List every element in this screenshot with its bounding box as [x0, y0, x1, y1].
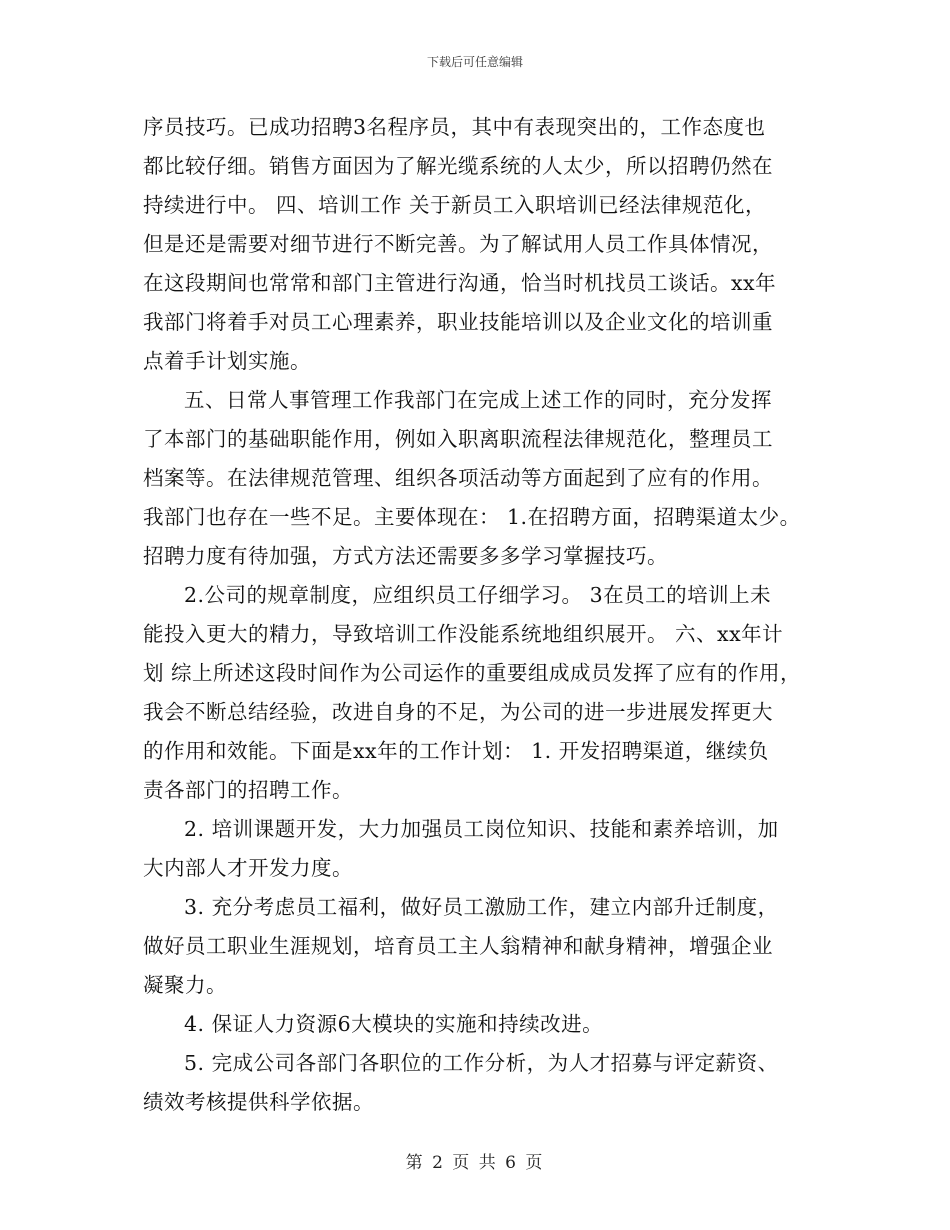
text-line: 能投入更大的精力，导致培训工作没能系统地组织展开。 六、xx年计: [143, 622, 784, 646]
page-number: 第 2 页 共 6 页: [405, 1153, 545, 1173]
text-line: 3. 充分考虑员工福利，做好员工激励工作，建立内部升迁制度，: [184, 895, 779, 919]
text-line: 但是还是需要对细节进行不断完善。为了解试用人员工作具体情况，: [143, 232, 773, 256]
text-line: 2. 培训课题开发，大力加强员工岗位知识、技能和素养培训，加: [184, 817, 779, 841]
document-body: [143, 108, 823, 1122]
text-line: 档案等。在法律规范管理、组织各项活动等方面起到了应有的作用。: [143, 466, 773, 490]
text-line: 责各部门的招聘工作。: [143, 778, 353, 802]
text-line: 大内部人才开发力度。: [143, 856, 353, 880]
text-line: 做好员工职业生涯规划，培育员工主人翁精神和献身精神，增强企业: [143, 934, 773, 958]
text-line: 持续进行中。 四、培训工作 关于新员工入职培训已经法律规范化，: [143, 193, 767, 217]
text-line: 点着手计划实施。: [143, 349, 311, 373]
text-line: 4. 保证人力资源6大模块的实施和持续改进。: [184, 1012, 604, 1036]
text-line: 划 综上所述这段时间作为公司运作的重要组成成员发挥了应有的作用，: [143, 661, 802, 685]
text-line: 我部门也存在一些不足。主要体现在： 1.在招聘方面，招聘渠道太少。: [143, 505, 801, 529]
text-line: 我会不断总结经验，改进自身的不足，为公司的进一步进展发挥更大: [143, 700, 773, 724]
text-line: 5. 完成公司各部门各职位的工作分析，为人才招募与评定薪资、: [184, 1051, 779, 1075]
text-line: 凝聚力。: [143, 973, 227, 997]
text-line: 五、日常人事管理工作我部门在完成上述工作的同时，充分发挥: [184, 388, 772, 412]
header-note: 下载后可任意编辑: [426, 55, 523, 69]
text-line: 招聘力度有待加强，方式方法还需要多多学习掌握技巧。: [143, 544, 668, 568]
text-line: 我部门将着手对员工心理素养，职业技能培训以及企业文化的培训重: [143, 310, 773, 334]
text-line: 都比较仔细。销售方面因为了解光缆系统的人太少，所以招聘仍然在: [143, 154, 773, 178]
text-line: 绩效考核提供科学依据。: [143, 1090, 374, 1114]
text-line: 的作用和效能。下面是xx年的工作计划： 1. 开发招聘渠道，继续负: [143, 739, 769, 763]
text-line: 了本部门的基础职能作用，例如入职离职流程法律规范化，整理员工: [143, 427, 773, 451]
text-line: 序员技巧。已成功招聘3名程序员，其中有表现突出的，工作态度也: [143, 115, 766, 139]
text-line: 2.公司的规章制度，应组织员工仔细学习。 3在员工的培训上未: [184, 583, 772, 607]
text-line: 在这段期间也常常和部门主管进行沟通，恰当时机找员工谈话。xx年: [143, 271, 777, 295]
